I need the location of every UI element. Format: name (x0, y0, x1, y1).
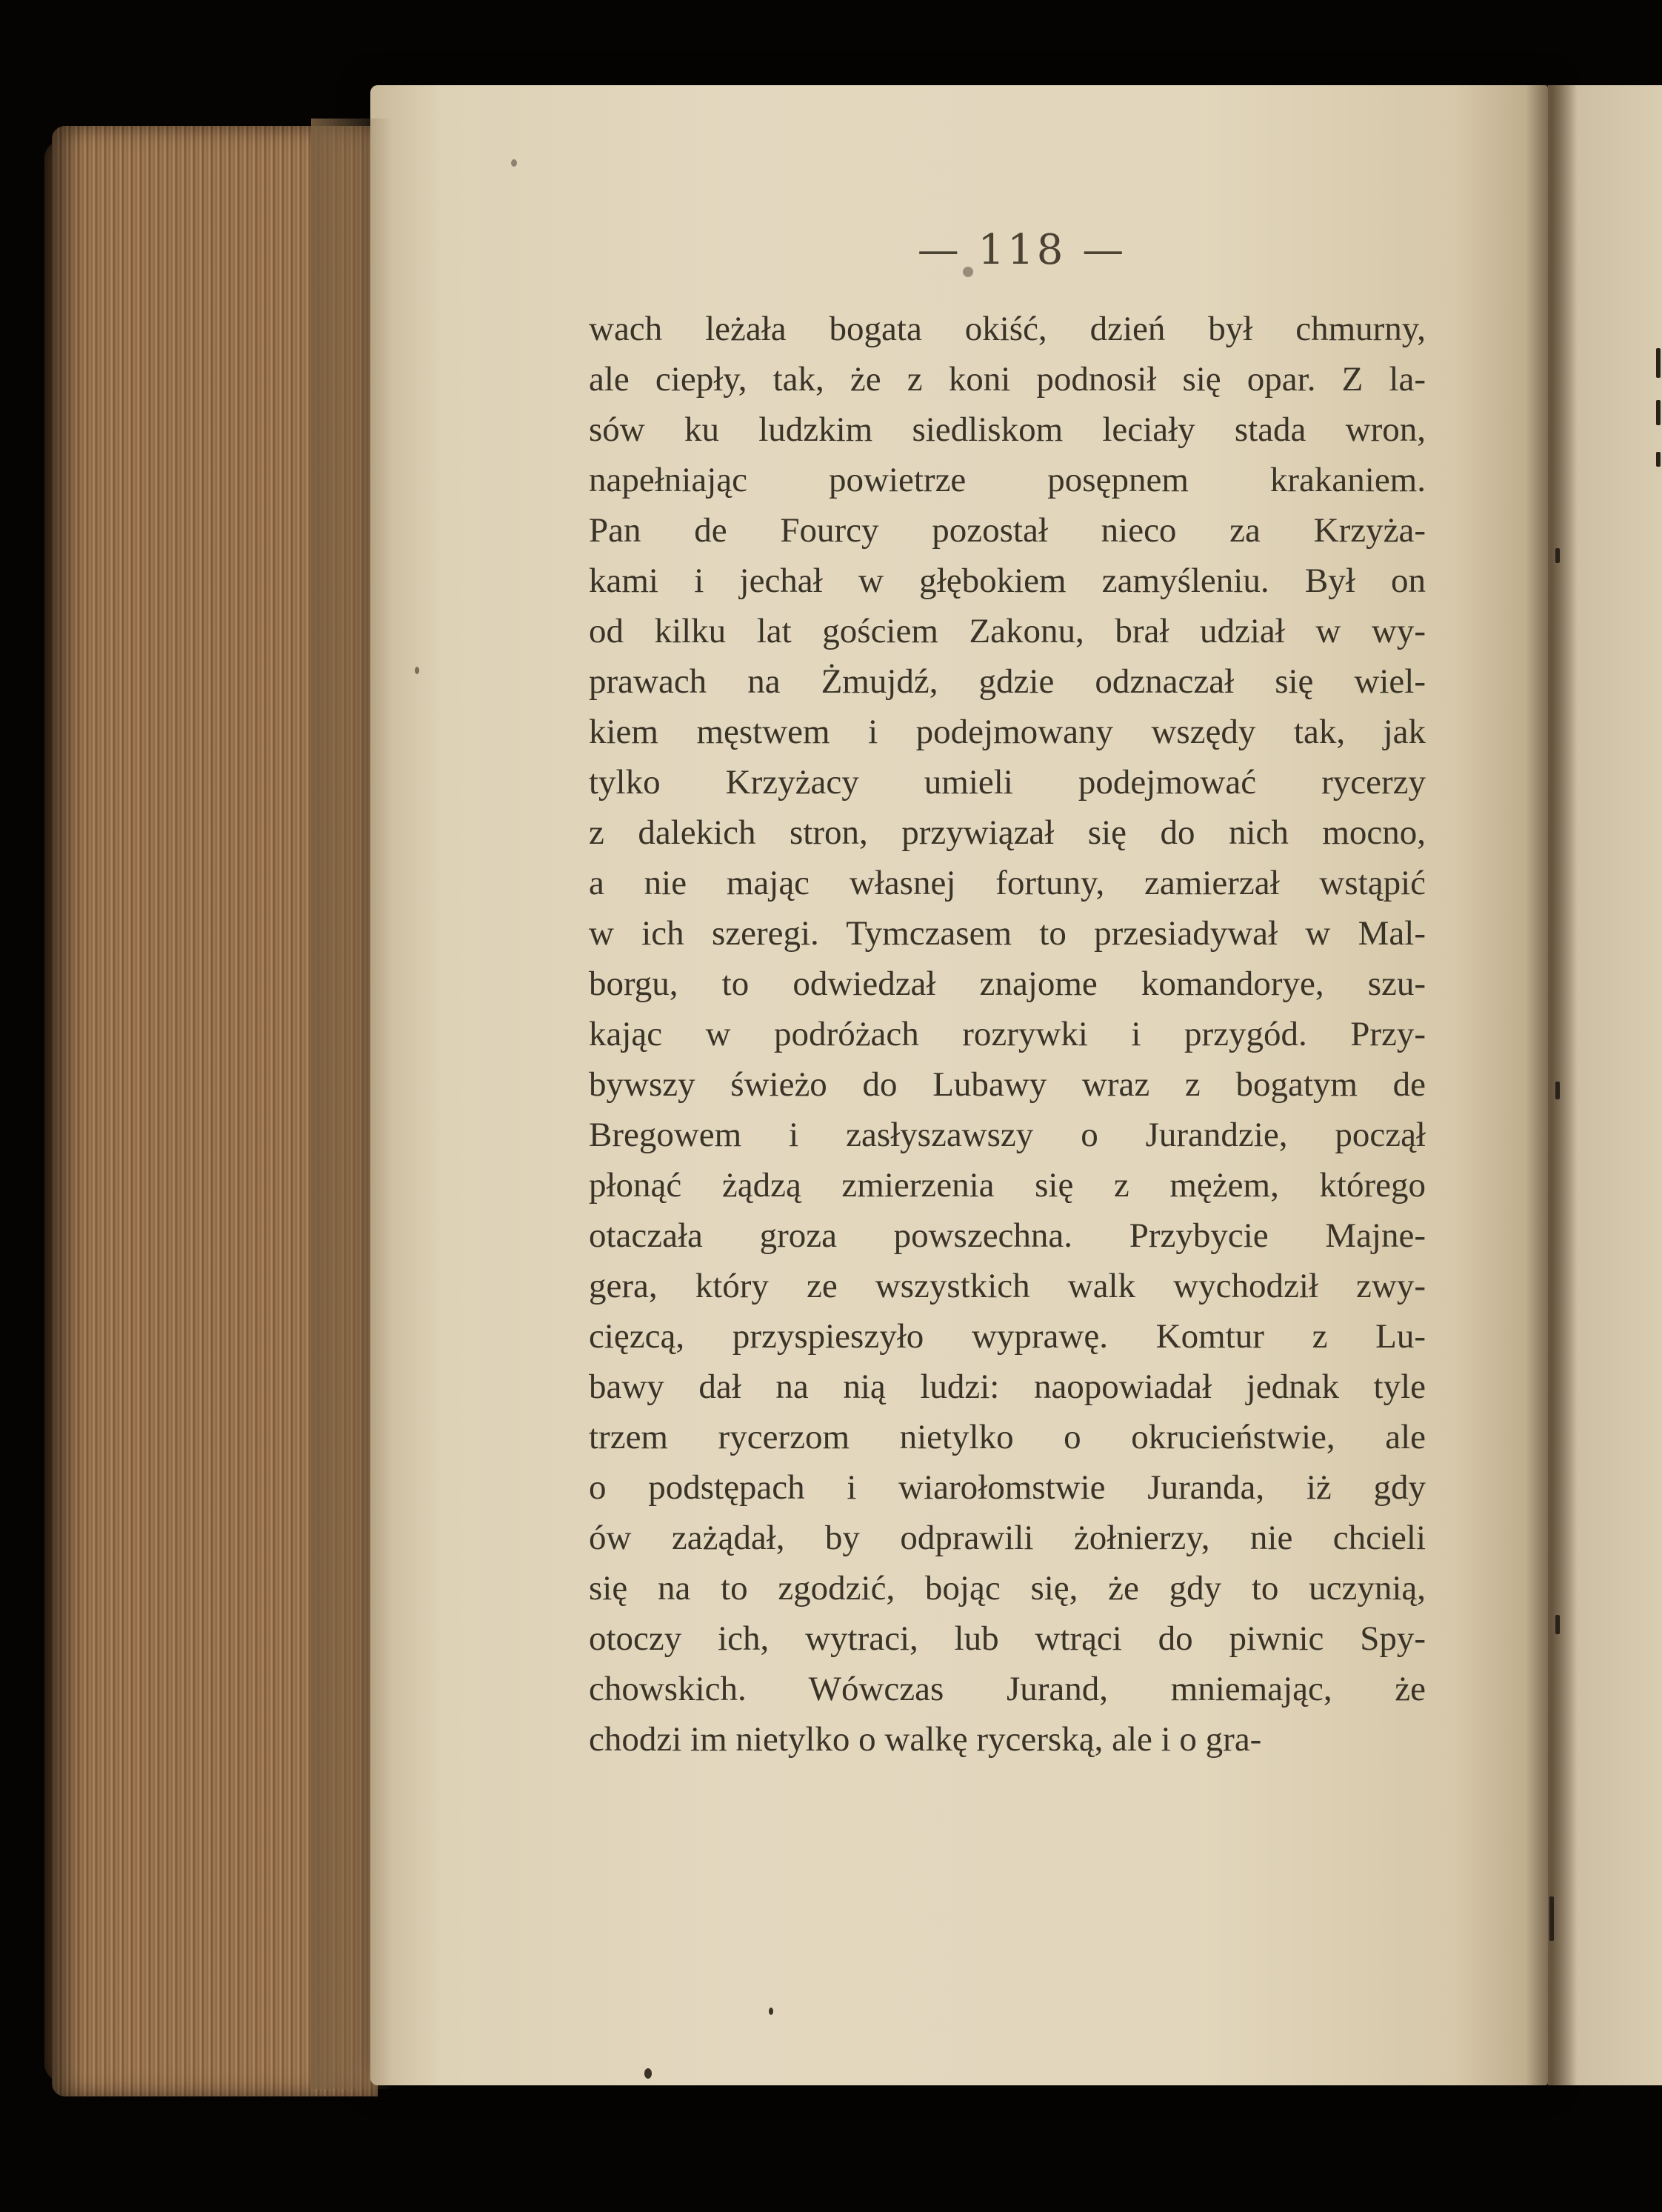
text-line: kiem męstwem i podejmowany wszędy tak, jak (589, 713, 1426, 751)
text-line: borgu, to odwiedzał znajome komandorye, szu- (589, 965, 1426, 1003)
text-line: Bregowem i zasłyszawszy o Jurandzie, począł (589, 1116, 1426, 1154)
text-line: ale ciepły, tak, że z koni podnosił się opar. Z la- (589, 360, 1426, 399)
text-line: w ich szeregi. Tymczasem to przesiadywał w Mal- (589, 914, 1426, 953)
text-line: wach leżała bogata okiść, dzień był chmurny, (589, 310, 1426, 348)
text-line: sów ku ludzkim siedliskom leciały stada wron, (589, 410, 1426, 449)
text-line: kając w podróżach rozrywki i przygód. Przy- (589, 1015, 1426, 1053)
text-line: płonąć żądzą zmierzenia się z mężem, którego (589, 1166, 1426, 1205)
text-line: kami i jechał w głębokiem zamyśleniu. Był on (589, 562, 1426, 600)
text-line: o podstępach i wiarołomstwie Juranda, iż gdy (589, 1468, 1426, 1507)
text-line: trzem rycerzom nietylko o okrucieństwie, ale (589, 1418, 1426, 1456)
text-line: chowskich. Wówczas Jurand, mniemając, że (589, 1670, 1426, 1708)
text-line: z dalekich stron, przywiązał się do nich mocno, (589, 813, 1426, 852)
text-line: od kilku lat gościem Zakonu, brał udział w wy- (589, 612, 1426, 650)
page-curl-shadow (311, 119, 393, 2089)
text-line: się na to zgodzić, bojąc się, że gdy to uczynią, (589, 1569, 1426, 1608)
text-line: otaczała groza powszechna. Przybycie Majne- (589, 1216, 1426, 1255)
text-line: a nie mając własnej fortuny, zamierzał wstąpić (589, 864, 1426, 902)
text-line: bywszy świeżo do Lubawy wraz z bogatym de (589, 1065, 1426, 1104)
text-line: ów zażądał, by odprawili żołnierzy, nie chcieli (589, 1519, 1426, 1557)
book-gutter (1526, 85, 1578, 2085)
body-text (589, 304, 1426, 1765)
text-line: Pan de Fourcy pozostał nieco za Krzyża- (589, 511, 1426, 550)
text-line: gera, który ze wszystkich walk wychodził zwy- (589, 1267, 1426, 1305)
text-line: bawy dał na nią ludzi: naopowiadał jednak tyle (589, 1367, 1426, 1406)
text-line: otoczy ich, wytraci, lub wtrąci do piwnic Spy- (589, 1619, 1426, 1658)
text-line: prawach na Żmujdź, gdzie odznaczał się wiel- (589, 662, 1426, 701)
text-line: chodzi im nietylko o walkę rycerską, ale i o gra- (589, 1720, 1262, 1759)
page-number: — 118 — (917, 226, 1127, 274)
text-line: tylko Krzyżacy umieli podejmować rycerzy (589, 763, 1426, 802)
text-line: napełniając powietrze posępnem krakaniem. (589, 461, 1426, 499)
text-line: cięzcą, przyspieszyło wyprawę. Komtur z Lu- (589, 1317, 1426, 1356)
